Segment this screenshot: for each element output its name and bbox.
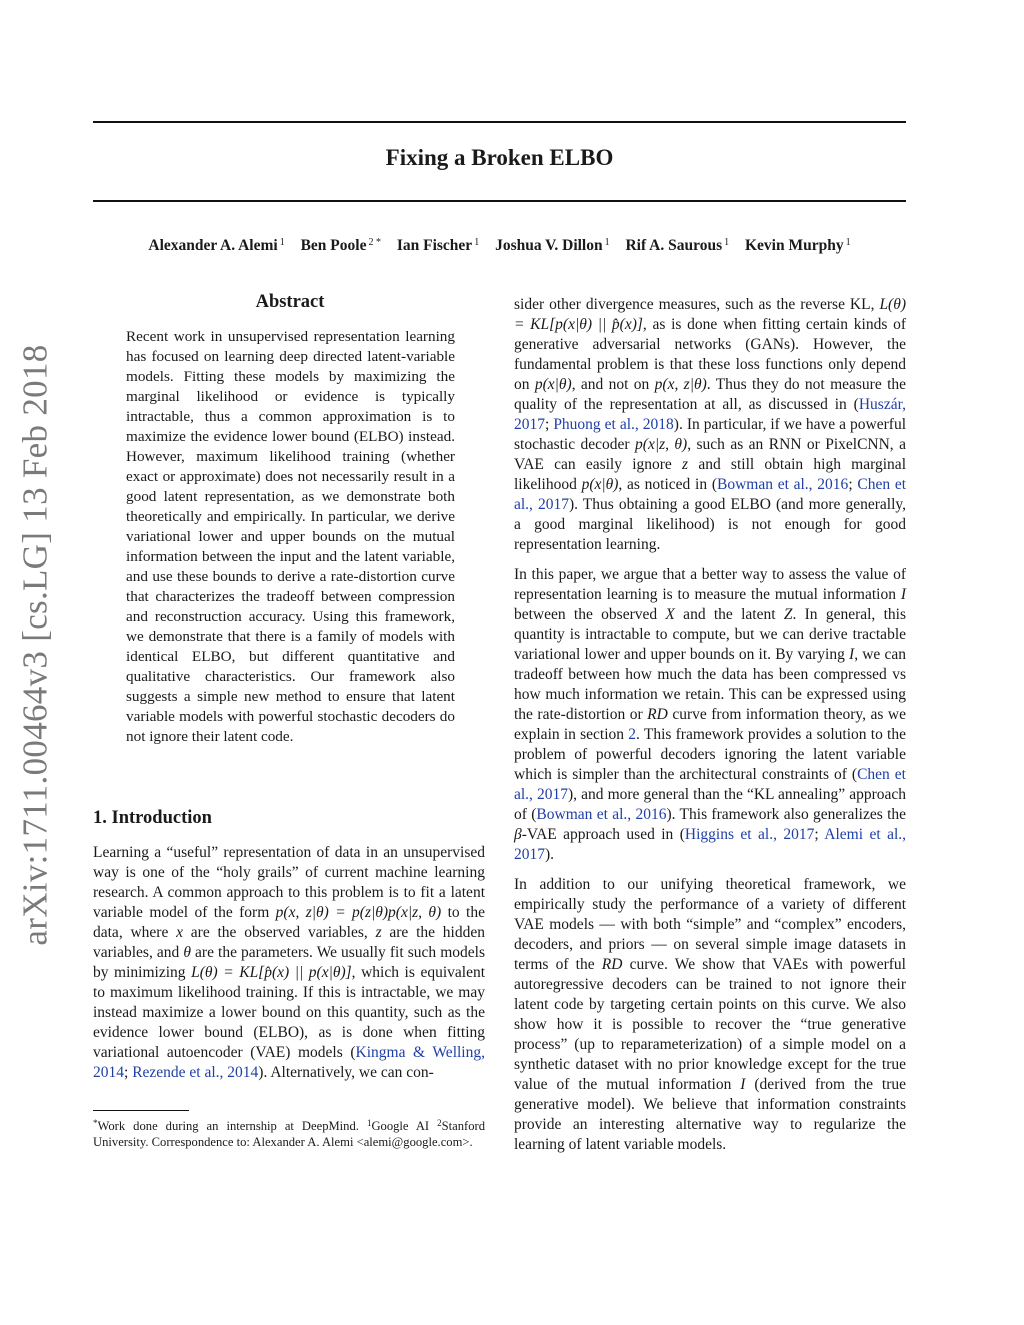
- intro-paragraph: In this paper, we argue that a better way to assess the value of representation learning is to measure the mutual information I between the observed X and the latent Z. In general, this quantity is intractable to compute, but we can derive tractable variational lower and upper bounds on it. By varying I, we can tradeoff between how much the data has been compressed vs how much information we retain. This can be expressed using the rate-distortion or RD curve from information theory, as we explain in section 2. This framework provides a solution to the problem of powerful decoders ignoring the latent variable which is simpler than the architectural constraints of (Chen et al., 2017), and more general than the “KL annealing” approach of (Bowman et al., 2016). This framework also generalizes the β-VAE approach used in (Higgins et al., 2017; Alemi et al., 2017).: [514, 566, 907, 863]
- arxiv-id: arXiv:1711.00464v3 [cs.LG] 13 Feb 2018: [16, 344, 56, 946]
- abstract-text: Recent work in unsupervised representation learning has focused on learning deep directed latent-variable models. Fitting these models by maximizing the marginal likelihood or evidence is typically intractable, thus a common approximation is to maximize the evidence lower bound (ELBO) instead. However, maximum likelihood training (whether exact or approximate) does not necessarily result in a good latent representation, as we demonstrate both theoretically and empirically. In particular, we derive variational lower and upper bounds on the mutual information between the input and the latent variable, and use these bounds to derive a rate-distortion curve that characterizes the tradeoff between compression and reconstruction accuracy. Using this framework, we demonstrate that there is a family of models with identical ELBO, but different quantitative and qualitative characteristics. Our framework also suggests a simple new method to ensure that latent variable models with powerful stochastic decoders do not ignore their latent code.: [126, 328, 455, 745]
- paper-title: Fixing a Broken ELBO: [385, 145, 614, 170]
- intro-left-column: [93, 843, 485, 1093]
- author: Ian Fischer $^1$: [396, 237, 480, 254]
- author: Alexander A. Alemi $^1$: [148, 237, 285, 254]
- section-heading-introduction: 1. Introduction: [93, 808, 212, 828]
- arxiv-stamp: [10, 340, 62, 950]
- citation-link[interactable]: Chen et al., 2017: [514, 476, 906, 513]
- title-rule-bottom: [93, 200, 906, 202]
- citation-link[interactable]: Kingma & Welling, 2014: [93, 1044, 485, 1081]
- citation-link[interactable]: Bowman et al., 2016: [717, 476, 849, 493]
- right-column: [514, 295, 906, 1165]
- author: Rif A. Saurous $^1$: [625, 237, 730, 254]
- author: Kevin Murphy $^1$: [744, 237, 851, 254]
- citation-link[interactable]: Phuong et al., 2018: [553, 416, 674, 433]
- citation-link[interactable]: Bowman et al., 2016: [536, 806, 667, 823]
- citation-link[interactable]: Rezende et al., 2014: [132, 1064, 259, 1081]
- title-rule-top: [93, 121, 906, 123]
- author: Ben Poole $^{2 *}$: [300, 237, 381, 254]
- footnote: *Work done during an internship at DeepMind. $^1$Google AI $^2$Stanford University. Correspondence to: Alexander A. Alemi <alemi@google.com>.: [93, 1118, 485, 1149]
- abstract-heading: Abstract: [255, 292, 325, 312]
- footnote-rule: [93, 1110, 189, 1111]
- author: Joshua V. Dillon $^1$: [495, 237, 610, 254]
- intro-paragraph: sider other divergence measures, such as the reverse KL, L(θ) = KL[p(x|θ) || p̂(x)], as is done when fitting certain kinds of generative adversarial networks (GANs). However, the fundamental problem is that these loss functions only depend on p(x|θ), and not on p(x, z|θ). Thus they do not measure the quality of the representation at all, as discussed in (Huszár, 2017; Phuong et al., 2018). In particular, if we have a powerful stochastic decoder p(x|z, θ), such as an RNN or PixelCNN, a VAE can easily ignore z and still obtain high marginal likelihood p(x|θ), as noticed in (Bowman et al., 2016; Chen et al., 2017). Thus obtaining a good ELBO (and more generally, a good marginal likelihood) is not enough for good representation learning.: [514, 296, 907, 553]
- citation-link[interactable]: Chen et al., 2017: [514, 766, 906, 803]
- author-list: [93, 237, 906, 255]
- citation-link[interactable]: Higgins et al., 2017: [684, 826, 815, 843]
- citation-link[interactable]: Huszár, 2017: [514, 396, 906, 433]
- citation-link[interactable]: Alemi et al., 2017: [514, 826, 906, 863]
- intro-paragraph: In addition to our unifying theoretical framework, we empirically study the performance of a variety of different VAE models — with both “simple” and “complex” encoders, decoders, and priors — on several simple image datasets in terms of the RD curve. We show that VAEs with powerful autoregressive decoders can be trained to not ignore their latent code by targeting certain points on this curve. We also show how it is possible to recover the “true generative process” (up to reparameterization) of a simple model on a synthetic dataset with no prior knowledge except for the true value of the mutual information I (derived from the true generative model). We believe that information constraints provide an interesting alternative way to regularize the learning of latent variable models.: [514, 876, 906, 1153]
- intro-paragraph: Learning a “useful” representation of data in an unsupervised way is one of the “holy grails” of current machine learning research. A common approach to this problem is to fit a latent variable model of the form p(x, z|θ) = p(z|θ)p(x|z, θ) to the data, where x are the observed variables, z are the hidden variables, and θ are the parameters. We usually fit such models by minimizing L(θ) = KL[p̂(x) || p(x|θ)], which is equivalent to maximum likelihood training. If this is intractable, we may instead maximize a lower bound on this quantity, such as the evidence lower bound (ELBO), as is done when fitting variational autoencoder (VAE) models (Kingma & Welling, 2014; Rezende et al., 2014). Alternatively, we can con-: [93, 844, 486, 1081]
- section-reference-link[interactable]: 2: [628, 726, 637, 743]
